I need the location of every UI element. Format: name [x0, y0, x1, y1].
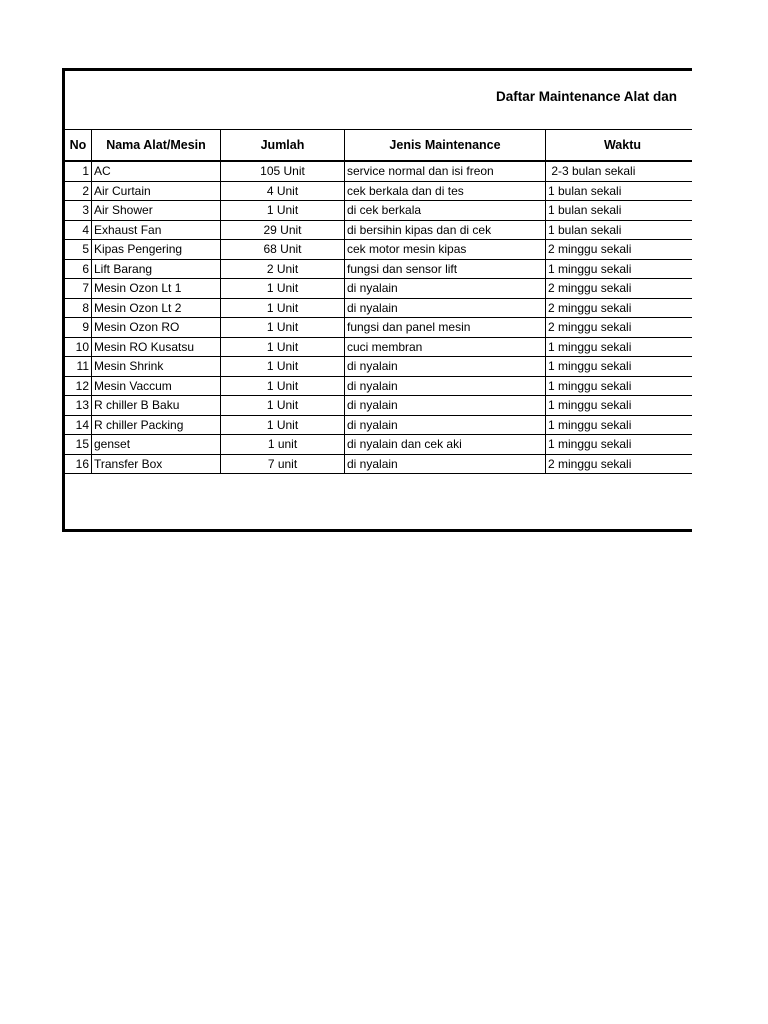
cell-no: 3	[65, 201, 92, 221]
table-row	[65, 259, 700, 279]
cell-nama: Mesin RO Kusatsu	[92, 337, 221, 357]
cell-jenis: di nyalain	[345, 279, 546, 299]
cell-jumlah: 1 Unit	[221, 396, 345, 416]
cell-jenis: di nyalain	[345, 454, 546, 474]
cell-no: 8	[65, 298, 92, 318]
cell-no: 5	[65, 240, 92, 260]
cell-jenis: di nyalain	[345, 357, 546, 377]
cell-jumlah: 1 Unit	[221, 337, 345, 357]
cell-nama: Air Shower	[92, 201, 221, 221]
cell-waktu: 2-3 bulan sekali	[546, 161, 700, 181]
cell-jumlah: 2 Unit	[221, 259, 345, 279]
cell-jenis: di nyalain dan cek aki	[345, 435, 546, 455]
cell-jumlah: 1 Unit	[221, 415, 345, 435]
cell-jenis: di bersihin kipas dan di cek	[345, 220, 546, 240]
cell-no: 6	[65, 259, 92, 279]
cell-waktu: 2 minggu sekali	[546, 240, 700, 260]
table-row	[65, 415, 700, 435]
cell-jumlah: 1 unit	[221, 435, 345, 455]
cell-jumlah: 7 unit	[221, 454, 345, 474]
cell-no: 4	[65, 220, 92, 240]
cell-jenis: fungsi dan panel mesin	[345, 318, 546, 338]
cell-no: 13	[65, 396, 92, 416]
cell-nama: Mesin Ozon RO	[92, 318, 221, 338]
cell-jenis: di nyalain	[345, 396, 546, 416]
cell-no: 15	[65, 435, 92, 455]
cell-nama: Lift Barang	[92, 259, 221, 279]
table-row	[65, 337, 700, 357]
cell-jumlah: 105 Unit	[221, 161, 345, 181]
cell-jumlah: 1 Unit	[221, 376, 345, 396]
header-nama-alat: Nama Alat/Mesin	[92, 130, 221, 162]
cell-waktu: 1 bulan sekali	[546, 220, 700, 240]
cell-jenis: cuci membran	[345, 337, 546, 357]
cell-no: 9	[65, 318, 92, 338]
table-row	[65, 454, 700, 474]
cell-jumlah: 68 Unit	[221, 240, 345, 260]
cell-nama: Air Curtain	[92, 181, 221, 201]
header-jumlah: Jumlah	[221, 130, 345, 162]
cell-nama: AC	[92, 161, 221, 181]
table-row	[65, 396, 700, 416]
table-row	[65, 298, 700, 318]
cell-nama: Mesin Vaccum	[92, 376, 221, 396]
cell-jenis: di nyalain	[345, 376, 546, 396]
cell-no: 2	[65, 181, 92, 201]
cell-jenis: cek berkala dan di tes	[345, 181, 546, 201]
table-row	[65, 279, 700, 299]
cell-waktu: 2 minggu sekali	[546, 298, 700, 318]
cell-jenis: service normal dan isi freon	[345, 161, 546, 181]
cell-nama: Mesin Shrink	[92, 357, 221, 377]
cell-jenis: di nyalain	[345, 415, 546, 435]
cell-jumlah: 1 Unit	[221, 357, 345, 377]
table-row	[65, 220, 700, 240]
title-area	[65, 71, 702, 129]
cell-waktu: 1 minggu sekali	[546, 337, 700, 357]
cell-no: 7	[65, 279, 92, 299]
cell-nama: R chiller Packing	[92, 415, 221, 435]
header-waktu: Waktu	[546, 130, 700, 162]
maintenance-sheet	[62, 68, 702, 532]
table-header-row	[65, 130, 700, 162]
table-row	[65, 240, 700, 260]
cell-jenis: fungsi dan sensor lift	[345, 259, 546, 279]
cell-no: 11	[65, 357, 92, 377]
cell-waktu: 1 minggu sekali	[546, 376, 700, 396]
cell-jenis: di cek berkala	[345, 201, 546, 221]
cell-jenis: di nyalain	[345, 298, 546, 318]
cell-no: 16	[65, 454, 92, 474]
page-clip-area	[692, 60, 768, 540]
cell-jumlah: 1 Unit	[221, 201, 345, 221]
cell-no: 12	[65, 376, 92, 396]
cell-waktu: 2 minggu sekali	[546, 279, 700, 299]
cell-waktu: 1 minggu sekali	[546, 435, 700, 455]
cell-jumlah: 1 Unit	[221, 279, 345, 299]
cell-nama: R chiller B Baku	[92, 396, 221, 416]
table-row	[65, 181, 700, 201]
table-row	[65, 201, 700, 221]
cell-waktu: 1 minggu sekali	[546, 396, 700, 416]
document-title: Daftar Maintenance Alat dan	[496, 89, 678, 104]
cell-no: 1	[65, 161, 92, 181]
cell-nama: Transfer Box	[92, 454, 221, 474]
cell-waktu: 2 minggu sekali	[546, 454, 700, 474]
table-row	[65, 161, 700, 181]
cell-nama: Kipas Pengering	[92, 240, 221, 260]
cell-waktu: 1 bulan sekali	[546, 201, 700, 221]
cell-jumlah: 1 Unit	[221, 318, 345, 338]
cell-waktu: 1 minggu sekali	[546, 357, 700, 377]
header-no: No	[65, 130, 92, 162]
cell-jenis: cek motor mesin kipas	[345, 240, 546, 260]
cell-waktu: 1 minggu sekali	[546, 259, 700, 279]
cell-nama: genset	[92, 435, 221, 455]
table-row	[65, 435, 700, 455]
cell-waktu: 2 minggu sekali	[546, 318, 700, 338]
table-row	[65, 376, 700, 396]
maintenance-table	[64, 129, 700, 474]
cell-nama: Mesin Ozon Lt 1	[92, 279, 221, 299]
cell-nama: Mesin Ozon Lt 2	[92, 298, 221, 318]
cell-jumlah: 29 Unit	[221, 220, 345, 240]
cell-waktu: 1 minggu sekali	[546, 415, 700, 435]
cell-no: 10	[65, 337, 92, 357]
cell-waktu: 1 bulan sekali	[546, 181, 700, 201]
header-jenis-maintenance: Jenis Maintenance	[345, 130, 546, 162]
table-row	[65, 318, 700, 338]
cell-jumlah: 4 Unit	[221, 181, 345, 201]
cell-no: 14	[65, 415, 92, 435]
cell-jumlah: 1 Unit	[221, 298, 345, 318]
table-row	[65, 357, 700, 377]
cell-nama: Exhaust Fan	[92, 220, 221, 240]
